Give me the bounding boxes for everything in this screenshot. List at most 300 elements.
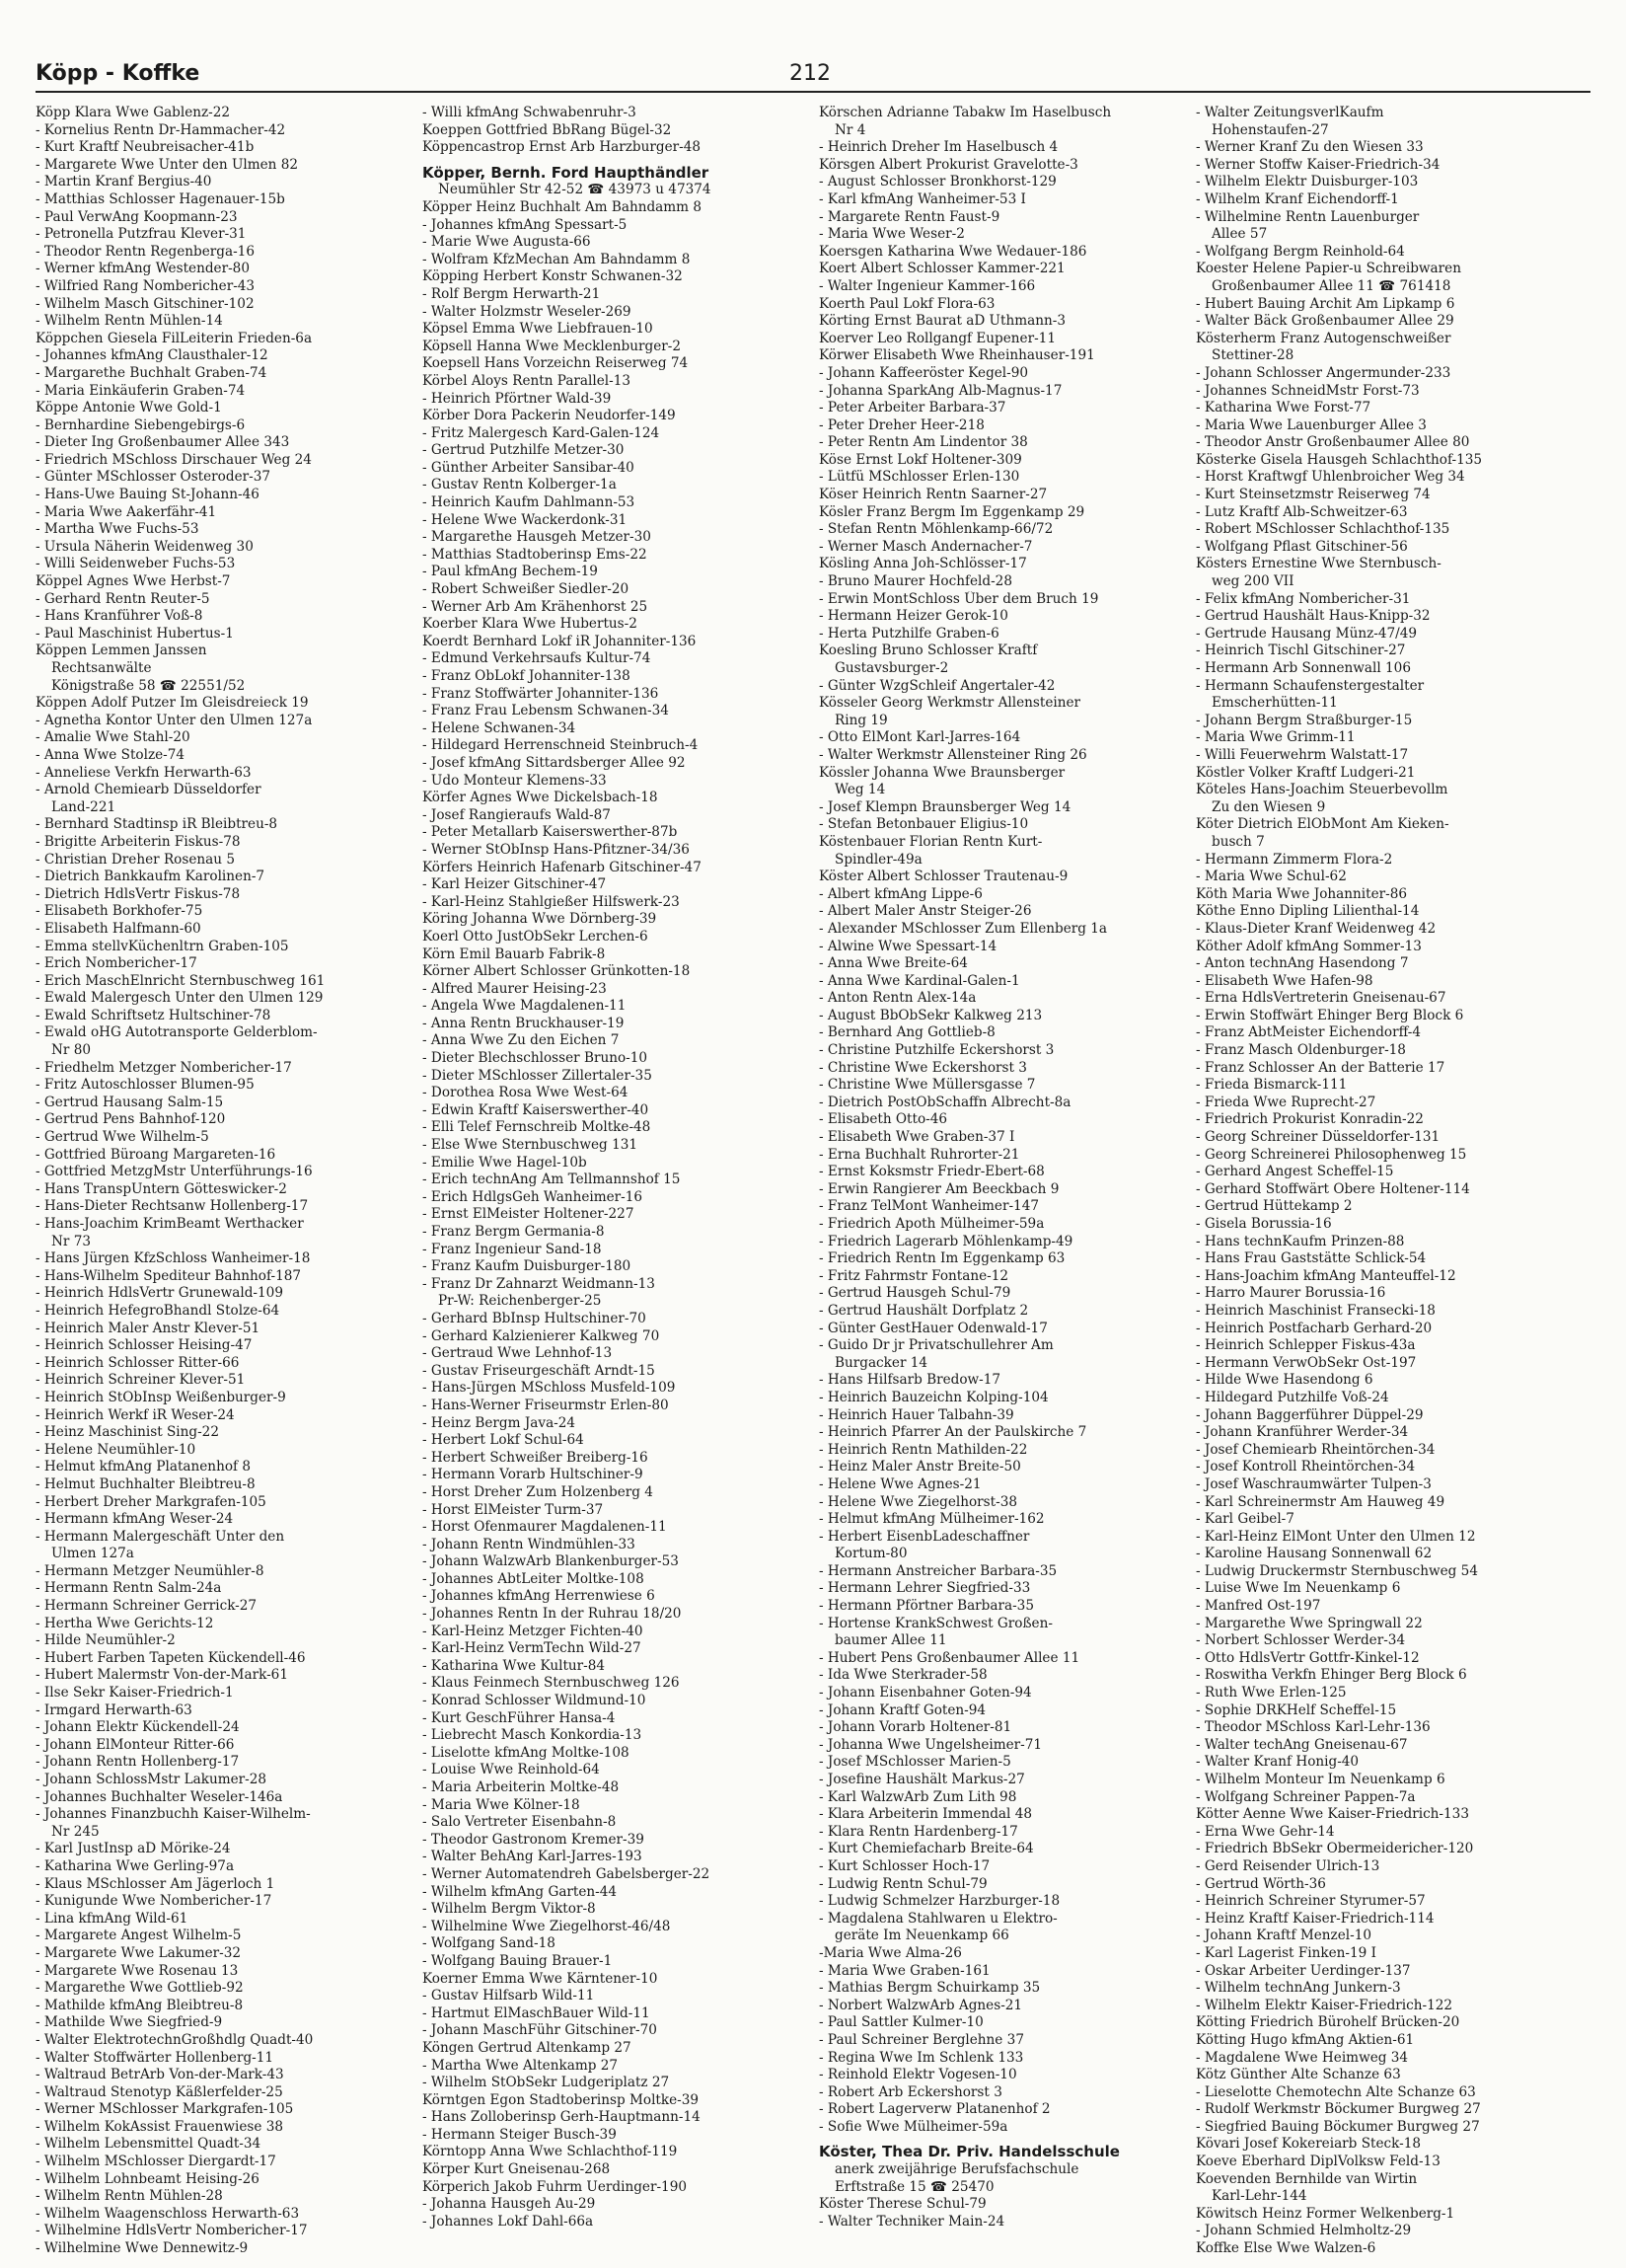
directory-entry: - Hertha Wwe Gerichts-12 bbox=[36, 1615, 214, 1631]
directory-entry: Köpper Heinz Buchhalt Am Bahndamm 8 bbox=[422, 198, 702, 215]
directory-entry: Köpping Herbert Konstr Schwanen-32 bbox=[422, 268, 683, 285]
directory-entry: - Johann Kaffeeröster Kegel-90 bbox=[819, 364, 1029, 381]
directory-entry: - Erich HdlgsGeh Wanheimer-16 bbox=[422, 1188, 643, 1205]
directory-entry: - Gerhard Rentn Reuter-5 bbox=[36, 590, 210, 607]
directory-entry: - Fritz Malergesch Kard-Galen-124 bbox=[422, 424, 660, 441]
directory-entry: - Werner Arb Am Krähenhorst 25 bbox=[422, 598, 648, 615]
directory-entry: - Johann Elektr Kückendell-24 bbox=[36, 1719, 240, 1736]
directory-entry: - Helene Neumühler-10 bbox=[36, 1441, 196, 1458]
directory-entry: - Ludwig Druckermstr Sternbuschweg 54 bbox=[1196, 1562, 1478, 1579]
directory-entry: - Margarete Wwe Unter den Ulmen 82 bbox=[36, 156, 299, 173]
directory-entry: - Elisabeth Wwe Graben-37 I bbox=[819, 1129, 1015, 1146]
directory-entry: - Günter MSchlosser Osteroder-37 bbox=[36, 469, 271, 486]
directory-entry: - Udo Monteur Klemens-33 bbox=[422, 772, 607, 789]
directory-entry: Koesling Bruno Schlosser Kraftf bbox=[819, 643, 1038, 659]
directory-entry: Kösseler Georg Werkmstr Allensteiner bbox=[819, 695, 1081, 712]
directory-entry: Gustavsburger-2 bbox=[835, 660, 949, 676]
directory-entry: - Gertrud Wwe Wilhelm-5 bbox=[36, 1129, 209, 1146]
directory-entry: - Herbert Lokf Schul-64 bbox=[422, 1432, 584, 1449]
directory-entry: - Helene Schwanen-34 bbox=[422, 719, 576, 736]
directory-entry: - Wilhelmine Rentn Lauenburger bbox=[1196, 208, 1420, 225]
directory-entry: - Heinrich Rentn Mathilden-22 bbox=[819, 1441, 1028, 1458]
directory-entry: - Helene Wwe Ziegelhorst-38 bbox=[819, 1493, 1017, 1510]
directory-entry: - Josef Chemiearb Rheintörchen-34 bbox=[1196, 1441, 1436, 1458]
directory-entry: Köter Dietrich ElObMont Am Kieken- bbox=[1196, 816, 1449, 833]
directory-entry: - Hans-Jürgen MSchloss Musfeld-109 bbox=[422, 1380, 676, 1397]
directory-entry: Großenbaumer Allee 11 ☎ 761418 bbox=[1212, 277, 1451, 294]
directory-entry: -Maria Wwe Alma-26 bbox=[819, 1944, 962, 1961]
directory-entry: - Ida Wwe Sterkrader-58 bbox=[819, 1667, 988, 1684]
directory-entry: - Gottfried Büroang Margareten-16 bbox=[36, 1146, 276, 1163]
directory-entry: - Dorothea Rosa Wwe West-64 bbox=[422, 1085, 628, 1101]
directory-entry: - Fritz Fahrmstr Fontane-12 bbox=[819, 1267, 1009, 1284]
directory-entry: Kösterke Gisela Hausgeh Schlachthof-135 bbox=[1196, 451, 1483, 468]
directory-entry: - Johanna Wwe Ungelsheimer-71 bbox=[819, 1736, 1043, 1753]
directory-entry: - Wilhelm Elektr Kaiser-Friedrich-122 bbox=[1196, 1997, 1453, 2013]
directory-entry: - Elisabeth Wwe Hafen-98 bbox=[1196, 972, 1373, 989]
directory-entry: - Hans technKaufm Prinzen-88 bbox=[1196, 1233, 1405, 1249]
directory-entry: - Johann WalzwArb Blankenburger-53 bbox=[422, 1553, 679, 1570]
directory-entry: - Hans-Joachim KrimBeamt Werthacker bbox=[36, 1216, 304, 1232]
directory-entry: Hohenstaufen-27 bbox=[1212, 121, 1329, 138]
directory-entry: - Stefan Rentn Möhlenkamp-66/72 bbox=[819, 521, 1054, 538]
directory-entry: - Klaus Feinmech Sternbuschweg 126 bbox=[422, 1675, 680, 1692]
directory-entry: Köster Albert Schlosser Trautenau-9 bbox=[819, 869, 1069, 885]
directory-entry: - Maria Wwe Aakerfähr-41 bbox=[36, 503, 217, 520]
directory-entry: - Johann Rentn Windmühlen-33 bbox=[422, 1536, 635, 1552]
directory-entry: - Gerd Reisender Ulrich-13 bbox=[1196, 1857, 1380, 1874]
directory-entry: - Helmut Buchhalter Bleibtreu-8 bbox=[36, 1475, 256, 1492]
directory-entry: Allee 57 bbox=[1212, 226, 1268, 243]
directory-entry: - Reinhold Elektr Vogesen-10 bbox=[819, 2067, 1017, 2083]
directory-entry: - Friedrich Rentn Im Eggenkamp 63 bbox=[819, 1250, 1066, 1267]
directory-entry: - Wilhelm kfmAng Garten-44 bbox=[422, 1883, 618, 1900]
directory-entry: - Martin Kranf Bergius-40 bbox=[36, 174, 212, 190]
directory-entry: - Johann Kraftf Menzel-10 bbox=[1196, 1928, 1372, 1944]
directory-entry: - Johann Kraftf Goten-94 bbox=[819, 1701, 987, 1718]
directory-entry: Ulmen 127a bbox=[51, 1546, 134, 1562]
directory-entry: - Walter techAng Gneisenau-67 bbox=[1196, 1736, 1408, 1753]
directory-entry: - Katharina Wwe Kultur-84 bbox=[422, 1657, 606, 1674]
directory-entry: Köse Ernst Lokf Holtener-309 bbox=[819, 451, 1022, 468]
directory-entry: - Franz Frau Lebensm Schwanen-34 bbox=[422, 703, 669, 719]
directory-entry: weg 200 VII bbox=[1212, 573, 1294, 590]
directory-entry: - Helene Wwe Agnes-21 bbox=[819, 1475, 982, 1492]
directory-entry: Koerver Leo Rollgangf Eupener-11 bbox=[819, 330, 1056, 346]
directory-entry: - Horst Dreher Zum Holzenberg 4 bbox=[422, 1483, 653, 1500]
directory-entry: - Wilhelm StObSekr Ludgeriplatz 27 bbox=[422, 2075, 670, 2091]
directory-entry: Königstraße 58 ☎ 22551/52 bbox=[51, 677, 246, 694]
directory-entry: - Margarete Wwe Rosenau 13 bbox=[36, 1962, 239, 1979]
directory-entry: - Heinrich Werkf iR Weser-24 bbox=[36, 1406, 235, 1423]
directory-entry: - Franz Kaufm Duisburger-180 bbox=[422, 1258, 631, 1275]
directory-entry: - Karl Heizer Gitschiner-47 bbox=[422, 876, 607, 893]
directory-entry: Kössler Johanna Wwe Braunsberger bbox=[819, 764, 1066, 781]
directory-entry: - Fritz Autoschlosser Blumen-95 bbox=[36, 1077, 255, 1094]
directory-entry: geräte Im Neuenkamp 66 bbox=[835, 1928, 1009, 1944]
directory-entry: - Elisabeth Halfmann-60 bbox=[36, 920, 201, 937]
directory-entry: - Heinrich Postfacharb Gerhard-20 bbox=[1196, 1320, 1433, 1336]
directory-entry: - Waltraud BetrArb Von-der-Mark-43 bbox=[36, 2067, 284, 2083]
directory-entry: - Norbert WalzwArb Agnes-21 bbox=[819, 1997, 1023, 2013]
directory-entry: - Wilhelm Waagenschloss Herwarth-63 bbox=[36, 2205, 300, 2222]
directory-entry: - Gertrude Hausang Münz-47/49 bbox=[1196, 625, 1418, 642]
directory-entry: - Kurt Schlosser Hoch-17 bbox=[819, 1857, 991, 1874]
directory-entry: - Gustav Hilfsarb Wild-11 bbox=[422, 1988, 595, 2004]
directory-entry: - Ewald Malergesch Unter den Ulmen 129 bbox=[36, 990, 324, 1007]
directory-entry: Körperich Jakob Fuhrm Uerdinger-190 bbox=[422, 2178, 687, 2195]
directory-entry: - Gerhard Kalzienierer Kalkweg 70 bbox=[422, 1327, 660, 1344]
directory-entry: - Werner Masch Andernacher-7 bbox=[819, 538, 1033, 555]
directory-entry: - Wolfgang Bergm Reinhold-64 bbox=[1196, 243, 1405, 260]
directory-entry: - Magdalene Wwe Heimweg 34 bbox=[1196, 2049, 1409, 2066]
directory-entry: - Hans Kranführer Voß-8 bbox=[36, 608, 203, 625]
directory-entry: - Dietrich HdlsVertr Fiskus-78 bbox=[36, 885, 241, 902]
directory-entry: - Robert Arb Eckershorst 3 bbox=[819, 2083, 1002, 2100]
page-number: 212 bbox=[789, 61, 831, 86]
directory-entry: - Hilde Wwe Hasendong 6 bbox=[1196, 1372, 1373, 1389]
directory-entry: - Heinrich Schlepper Fiskus-43a bbox=[1196, 1337, 1416, 1354]
directory-entry: - Erna HdlsVertreterin Gneisenau-67 bbox=[1196, 990, 1446, 1007]
directory-entry: - Helmut kfmAng Mülheimer-162 bbox=[819, 1511, 1045, 1528]
directory-entry: - Hans TranspUntern Götteswicker-2 bbox=[36, 1180, 287, 1197]
header-name-range: Köpp - Koffke bbox=[36, 61, 200, 86]
directory-entry: - Kurt Steinsetzmstr Reiserweg 74 bbox=[1196, 487, 1431, 503]
directory-entry: - Wolfgang Bauing Brauer-1 bbox=[422, 1952, 613, 1969]
directory-entry: - Christine Putzhilfe Eckershorst 3 bbox=[819, 1042, 1055, 1059]
directory-entry: - Johannes Rentn In der Ruhrau 18/20 bbox=[422, 1606, 682, 1623]
directory-entry: - Waltraud Stenotyp Käßlerfelder-25 bbox=[36, 2083, 283, 2100]
directory-entry: - Johannes AbtLeiter Moltke-108 bbox=[422, 1570, 644, 1587]
directory-entry: - Frieda Wwe Ruprecht-27 bbox=[1196, 1094, 1376, 1110]
directory-entry: - Harro Maurer Borussia-16 bbox=[1196, 1285, 1386, 1302]
directory-entry: - Wilhelm Masch Gitschiner-102 bbox=[36, 295, 255, 312]
directory-entry: - Frieda Bismarck-111 bbox=[1196, 1077, 1348, 1094]
directory-entry: Köring Johanna Wwe Dörnberg-39 bbox=[422, 911, 657, 928]
directory-entry: - Gerhard Stoffwärt Obere Holtener-114 bbox=[1196, 1180, 1470, 1197]
directory-entry: Koerth Paul Lokf Flora-63 bbox=[819, 295, 996, 312]
directory-entry: - Wolfgang Sand-18 bbox=[422, 1935, 555, 1952]
directory-entry: - Herbert Dreher Markgrafen-105 bbox=[36, 1493, 266, 1510]
directory-entry: - Peter Metallarb Kaiserswerther-87b bbox=[422, 824, 678, 841]
directory-entry: - Lina kfmAng Wild-61 bbox=[36, 1910, 188, 1927]
directory-entry: - Gustav Friseurgeschäft Arndt-15 bbox=[422, 1362, 655, 1379]
directory-entry: Emscherhütten-11 bbox=[1212, 695, 1338, 712]
directory-entry: Köther Adolf kfmAng Sommer-13 bbox=[1196, 938, 1422, 954]
directory-entry: - Erwin Stoffwärt Ehinger Berg Block 6 bbox=[1196, 1007, 1464, 1023]
directory-entry: Burgacker 14 bbox=[835, 1354, 928, 1371]
directory-entry: - Hermann Heizer Gerok-10 bbox=[819, 608, 1008, 625]
directory-entry: - Arnold Chemiearb Düsseldorfer bbox=[36, 782, 261, 798]
directory-entry: - Hermann Malergeschäft Unter den bbox=[36, 1528, 285, 1545]
directory-entry: - Friedhelm Metzger Nombericher-17 bbox=[36, 1059, 292, 1076]
directory-entry: - Margarethe Wwe Springwall 22 bbox=[1196, 1615, 1423, 1631]
directory-entry: - Guido Dr jr Privatschullehrer Am bbox=[819, 1337, 1054, 1354]
directory-entry: - Regina Wwe Im Schlenk 133 bbox=[819, 2049, 1024, 2066]
directory-entry: - Helmut kfmAng Platanenhof 8 bbox=[36, 1459, 252, 1475]
directory-entry: Körwer Elisabeth Wwe Rheinhauser-191 bbox=[819, 347, 1095, 364]
directory-entry: - Hans Zolloberinsp Gerh-Hauptmann-14 bbox=[422, 2109, 701, 2126]
directory-entry: - Margarete Wwe Lakumer-32 bbox=[36, 1944, 242, 1961]
directory-entry: - Otto ElMont Karl-Jarres-164 bbox=[819, 729, 1021, 746]
directory-entry: - Walter Stoffwärter Hollenberg-11 bbox=[36, 2049, 274, 2066]
directory-entry: - Liselotte kfmAng Moltke-108 bbox=[422, 1744, 629, 1761]
directory-entry: Ring 19 bbox=[835, 712, 888, 728]
directory-entry: Kösler Franz Bergm Im Eggenkamp 29 bbox=[819, 503, 1085, 520]
directory-entry: - Liebrecht Masch Konkordia-13 bbox=[422, 1727, 642, 1744]
directory-entry: - Hubert Malermstr Von-der-Mark-61 bbox=[36, 1667, 288, 1684]
directory-entry: - Paul VerwAng Koopmann-23 bbox=[36, 208, 238, 225]
directory-entry: - Walter BehAng Karl-Jarres-193 bbox=[422, 1849, 642, 1865]
directory-entry: anerk zweijährige Berufsfachschule bbox=[835, 2161, 1079, 2178]
directory-entry: - Sophie DRKHelf Scheffel-15 bbox=[1196, 1701, 1397, 1718]
directory-entry: - Hermann Pförtner Barbara-35 bbox=[819, 1598, 1034, 1615]
directory-entry: - Matthias Stadtoberinsp Ems-22 bbox=[422, 546, 647, 563]
directory-entry: - Horst Ofenmaurer Magdalenen-11 bbox=[422, 1519, 667, 1536]
directory-entry: - Irmgard Herwarth-63 bbox=[36, 1701, 192, 1718]
directory-entry: - Heinz Kraftf Kaiser-Friedrich-114 bbox=[1196, 1910, 1435, 1927]
directory-entry: Kortum-80 bbox=[835, 1546, 908, 1562]
directory-entry: - Martha Wwe Altenkamp 27 bbox=[422, 2057, 619, 2074]
directory-entry: Koevenden Bernhilde van Wirtin bbox=[1196, 2170, 1418, 2187]
directory-entry: - Hermann Anstreicher Barbara-35 bbox=[819, 1562, 1058, 1579]
advertisement-entry: Köpper, Bernh. Ford Haupthändler bbox=[422, 164, 709, 182]
directory-entry: - Anton technAng Hasendong 7 bbox=[1196, 955, 1409, 972]
directory-entry: Köppe Antonie Wwe Gold-1 bbox=[36, 400, 222, 416]
directory-entry: Neumühler Str 42-52 ☎ 43973 u 47374 bbox=[438, 182, 711, 198]
directory-entry: - Lütfü MSchlosser Erlen-130 bbox=[819, 469, 1020, 486]
directory-entry: - Wilhelm Bergm Viktor-8 bbox=[422, 1901, 596, 1918]
directory-entry: - Manfred Ost-197 bbox=[1196, 1598, 1321, 1615]
directory-entry: - Franz Ingenieur Sand-18 bbox=[422, 1241, 602, 1257]
directory-entry: Koepsell Hans Vorzeichn Reiserweg 74 bbox=[422, 355, 689, 372]
directory-entry: - Maria Wwe Lauenburger Allee 3 bbox=[1196, 416, 1427, 433]
directory-entry: - Amalie Wwe Stahl-20 bbox=[36, 729, 190, 746]
directory-entry: - Anna Wwe Kardinal-Galen-1 bbox=[819, 972, 1020, 989]
directory-entry: Körsgen Albert Prokurist Gravelotte-3 bbox=[819, 156, 1078, 173]
directory-entry: - Wolfram KfzMechan Am Bahndamm 8 bbox=[422, 251, 691, 267]
directory-entry: - Margarethe Buchhalt Graben-74 bbox=[36, 364, 267, 381]
directory-entry: - Klaus-Dieter Kranf Weidenweg 42 bbox=[1196, 920, 1437, 937]
directory-entry: - Hermann VerwObSekr Ost-197 bbox=[1196, 1354, 1417, 1371]
directory-entry: Kötting Friedrich Bürohelf Brücken-20 bbox=[1196, 2014, 1460, 2031]
directory-entry: - Paul Maschinist Hubertus-1 bbox=[36, 625, 234, 642]
directory-entry: busch 7 bbox=[1212, 833, 1265, 850]
directory-entry: Nr 4 bbox=[835, 121, 866, 138]
directory-entry: - Karl-Heinz VermTechn Wild-27 bbox=[422, 1640, 641, 1657]
directory-entry: - Theodor Gastronom Kremer-39 bbox=[422, 1831, 644, 1848]
directory-entry: Körper Kurt Gneisenau-268 bbox=[422, 2161, 611, 2178]
directory-entry: - Ursula Näherin Weidenweg 30 bbox=[36, 538, 254, 555]
directory-entry: - Paul Sattler Kulmer-10 bbox=[819, 2014, 984, 2031]
directory-entry: - Angela Wwe Magdalenen-11 bbox=[422, 998, 627, 1015]
directory-entry: - Brigitte Arbeiterin Fiskus-78 bbox=[36, 833, 241, 850]
directory-entry: Köpsell Hanna Wwe Mecklenburger-2 bbox=[422, 338, 681, 354]
directory-entry: Stettiner-28 bbox=[1212, 347, 1294, 364]
directory-entry: - Dieter Ing Großenbaumer Allee 343 bbox=[36, 434, 290, 451]
directory-entry: - Konrad Schlosser Wildmund-10 bbox=[422, 1693, 646, 1709]
directory-entry: - Johannes Lokf Dahl-66a bbox=[422, 2213, 594, 2230]
directory-entry: - Stefan Betonbauer Eligius-10 bbox=[819, 816, 1029, 833]
directory-entry: - Klara Rentn Hardenberg-17 bbox=[819, 1823, 1018, 1840]
directory-entry: - Felix kfmAng Nombericher-31 bbox=[1196, 590, 1411, 607]
directory-entry: - Maria Wwe Weser-2 bbox=[819, 226, 965, 243]
directory-entry: Köpsel Emma Wwe Liebfrauen-10 bbox=[422, 321, 653, 338]
directory-entry: - Heinrich Maschinist Fransecki-18 bbox=[1196, 1302, 1436, 1319]
directory-entry: Köwitsch Heinz Former Welkenberg-1 bbox=[1196, 2205, 1455, 2222]
directory-entry: - Erich technAng Am Tellmannshof 15 bbox=[422, 1172, 681, 1188]
directory-entry: - Elli Telef Fernschreib Moltke-48 bbox=[422, 1119, 651, 1136]
directory-entry: - Wilhelmine Wwe Ziegelhorst-46/48 bbox=[422, 1918, 671, 1934]
directory-entry: Köppencastrop Ernst Arb Harzburger-48 bbox=[422, 139, 702, 156]
directory-entry: - Wilhelm Rentn Mühlen-28 bbox=[36, 2188, 223, 2205]
directory-entry: - Wilhelm Lohnbeamt Heising-26 bbox=[36, 2170, 259, 2187]
directory-entry: - Günter GestHauer Odenwald-17 bbox=[819, 1320, 1048, 1336]
directory-entry: Koffke Else Wwe Walzen-6 bbox=[1196, 2240, 1376, 2256]
directory-entry: - Johann Eisenbahner Goten-94 bbox=[819, 1685, 1032, 1701]
directory-entry: - Gertrud Wörth-36 bbox=[1196, 1875, 1326, 1892]
directory-entry: - Johann Schmied Helmholtz-29 bbox=[1196, 2223, 1412, 2239]
directory-entry: Kötter Aenne Wwe Kaiser-Friedrich-133 bbox=[1196, 1806, 1469, 1823]
directory-entry: - Gertraud Wwe Lehnhof-13 bbox=[422, 1345, 613, 1362]
directory-entry: Köppchen Giesela FilLeiterin Frieden-6a bbox=[36, 330, 313, 346]
directory-entry: - Christine Wwe Eckershorst 3 bbox=[819, 1059, 1027, 1076]
directory-entry: - Emilie Wwe Hagel-10b bbox=[422, 1154, 587, 1171]
directory-entry: - Gertrud Hausang Salm-15 bbox=[36, 1094, 224, 1110]
directory-entry: - Friedrich BbSekr Obermeidericher-120 bbox=[1196, 1841, 1474, 1857]
directory-entry: - Karl-Heinz Metzger Fichten-40 bbox=[422, 1623, 643, 1639]
directory-entry: Köthe Enno Dipling Lilienthal-14 bbox=[1196, 903, 1420, 920]
directory-entry: - Johann ElMonteur Ritter-66 bbox=[36, 1736, 235, 1753]
directory-entry: - Rudolf Werkmstr Böckumer Burgweg 27 bbox=[1196, 2101, 1481, 2118]
directory-entry: - Wilhelmine Wwe Dennewitz-9 bbox=[36, 2240, 249, 2256]
directory-entry: - Friedrich Lagerarb Möhlenkamp-49 bbox=[819, 1233, 1073, 1249]
directory-entry: - Maria Wwe Kölner-18 bbox=[422, 1796, 580, 1813]
directory-entry: - Robert Lagerverw Platanenhof 2 bbox=[819, 2101, 1051, 2118]
directory-entry: Spindler-49a bbox=[835, 851, 923, 868]
directory-entry: - Maria Wwe Schul-62 bbox=[1196, 869, 1347, 885]
directory-entry: - Gottfried MetzgMstr Unterführungs-16 bbox=[36, 1164, 313, 1180]
directory-entry: - Klara Arbeiterin Immendal 48 bbox=[819, 1806, 1033, 1823]
directory-entry: - Mathilde kfmAng Bleibtreu-8 bbox=[36, 1997, 244, 2013]
directory-entry: Körfer Agnes Wwe Dickelsbach-18 bbox=[422, 790, 658, 806]
directory-entry: - Magdalena Stahlwaren u Elektro- bbox=[819, 1910, 1058, 1927]
directory-entry: Köpp Klara Wwe Gablenz-22 bbox=[36, 105, 231, 120]
directory-entry: Köth Maria Wwe Johanniter-86 bbox=[1196, 885, 1408, 902]
directory-entry: - Heinz Maschinist Sing-22 bbox=[36, 1424, 219, 1441]
directory-entry: - Maria Einkäuferin Graben-74 bbox=[36, 382, 246, 399]
directory-entry: - Hans-Wilhelm Spediteur Bahnhof-187 bbox=[36, 1267, 302, 1284]
directory-entry: Kötting Hugo kfmAng Aktien-61 bbox=[1196, 2031, 1415, 2048]
directory-entry: - Erna Wwe Gehr-14 bbox=[1196, 1823, 1335, 1840]
directory-entry: Kövari Josef Kokereiarb Steck-18 bbox=[1196, 2136, 1422, 2153]
directory-entry: - Friedrich Prokurist Konradin-22 bbox=[1196, 1111, 1424, 1128]
directory-entry: - Hermann Zimmerm Flora-2 bbox=[1196, 851, 1393, 868]
directory-entry: - Wilhelmine HdlsVertr Nombericher-17 bbox=[36, 2223, 308, 2239]
directory-column-2 bbox=[422, 105, 787, 2256]
directory-entry: - Klaus MSchlosser Am Jägerloch 1 bbox=[36, 1875, 275, 1892]
directory-entry: - Anna Wwe Breite-64 bbox=[819, 955, 968, 972]
directory-entry: - Friedrich MSchloss Dirschauer Weg 24 bbox=[36, 451, 312, 468]
directory-entry: - Erna Buchhalt Ruhrorter-21 bbox=[819, 1146, 1020, 1163]
directory-entry: - Werner Stoffw Kaiser-Friedrich-34 bbox=[1196, 156, 1441, 173]
directory-entry: - Günther Arbeiter Sansibar-40 bbox=[422, 459, 634, 476]
directory-entry: - Hermann Schaufenstergestalter bbox=[1196, 677, 1425, 694]
directory-entry: - Erich MaschElnricht Sternbuschweg 161 bbox=[36, 972, 326, 989]
directory-entry: - Willi Feuerwehrm Walstatt-17 bbox=[1196, 746, 1409, 763]
directory-entry: - Gertrud Haushält Haus-Knipp-32 bbox=[1196, 608, 1431, 625]
directory-entry: - Robert MSchlosser Schlachthof-135 bbox=[1196, 521, 1450, 538]
directory-entry: - Anneliese Verkfn Herwarth-63 bbox=[36, 764, 252, 781]
directory-entry: - Walter Holzmstr Weseler-269 bbox=[422, 303, 631, 320]
directory-entry: - Karl Geibel-7 bbox=[1196, 1511, 1294, 1528]
directory-entry: - Bruno Maurer Hochfeld-28 bbox=[819, 573, 1012, 590]
directory-entry: - Johannes kfmAng Herrenwiese 6 bbox=[422, 1588, 655, 1605]
directory-entry: - Hermann Steiger Busch-39 bbox=[422, 2126, 617, 2143]
directory-entry: - Heinrich Dreher Im Haselbusch 4 bbox=[819, 139, 1059, 156]
directory-entry: Koerner Emma Wwe Kärntener-10 bbox=[422, 1970, 658, 1987]
directory-entry: - Gertrud Putzhilfe Metzer-30 bbox=[422, 442, 625, 459]
directory-entry: - Ludwig Rentn Schul-79 bbox=[819, 1875, 988, 1892]
directory-entry: - Georg Schreiner Düsseldorfer-131 bbox=[1196, 1129, 1441, 1146]
directory-entry: Nr 245 bbox=[51, 1823, 100, 1840]
directory-entry: - Theodor Anstr Großenbaumer Allee 80 bbox=[1196, 434, 1470, 451]
directory-entry: - Johann Kranführer Werder-34 bbox=[1196, 1424, 1409, 1441]
directory-entry: - Herbert EisenbLadeschaffner bbox=[819, 1528, 1030, 1545]
directory-entry: - Heinz Maler Anstr Breite-50 bbox=[819, 1459, 1021, 1475]
directory-entry: - Bernhard Ang Gottlieb-8 bbox=[819, 1024, 996, 1041]
directory-entry: - Gerhard Angest Scheffel-15 bbox=[1196, 1164, 1394, 1180]
page-header bbox=[36, 61, 1590, 93]
directory-entry: - Dieter Blechschlosser Bruno-10 bbox=[422, 1050, 648, 1067]
directory-entry: - Werner StObInsp Hans-Pfitzner-34/36 bbox=[422, 841, 690, 858]
directory-entry: - Hans-Dieter Rechtsanw Hollenberg-17 bbox=[36, 1198, 309, 1215]
directory-entry: - Johannes Finanzbuchh Kaiser-Wilhelm- bbox=[36, 1806, 311, 1823]
directory-entry: - Johann Rentn Hollenberg-17 bbox=[36, 1754, 240, 1771]
directory-entry: Kötz Günther Alte Schanze 63 bbox=[1196, 2067, 1401, 2083]
directory-entry: Koert Albert Schlosser Kammer-221 bbox=[819, 261, 1066, 277]
directory-entry: - Johann Bergm Straßburger-15 bbox=[1196, 712, 1413, 728]
directory-entry: Weg 14 bbox=[835, 782, 886, 798]
directory-entry: - Gertrud Hüttekamp 2 bbox=[1196, 1198, 1353, 1215]
directory-entry: - Katharina Wwe Forst-77 bbox=[1196, 400, 1371, 416]
directory-entry: - Erwin Rangierer Am Beeckbach 9 bbox=[819, 1180, 1060, 1197]
directory-entry: - Karoline Hausang Sonnenwall 62 bbox=[1196, 1546, 1433, 1562]
directory-entry: - Franz ObLokf Johanniter-138 bbox=[422, 668, 630, 684]
directory-entry: - Wilhelm KokAssist Frauenwiese 38 bbox=[36, 2118, 284, 2135]
directory-entry: - Gisela Borussia-16 bbox=[1196, 1216, 1332, 1232]
directory-entry: - Theodor Rentn Regenberga-16 bbox=[36, 243, 255, 260]
directory-entry: - Kornelius Rentn Dr-Hammacher-42 bbox=[36, 121, 286, 138]
directory-entry: - Dietrich Bankkaufm Karolinen-7 bbox=[36, 869, 265, 885]
directory-entry: Köppen Adolf Putzer Im Gleisdreieck 19 bbox=[36, 695, 309, 712]
directory-entry: - Norbert Schlosser Werder-34 bbox=[1196, 1632, 1406, 1649]
directory-entry: - Maria Arbeiterin Moltke-48 bbox=[422, 1779, 620, 1795]
directory-entry: - Josef Klempn Braunsberger Weg 14 bbox=[819, 798, 1072, 815]
directory-entry: - Maria Wwe Grimm-11 bbox=[1196, 729, 1356, 746]
directory-entry: Körner Albert Schlosser Grünkotten-18 bbox=[422, 963, 691, 980]
directory-entry: - Roswitha Verkfn Ehinger Berg Block 6 bbox=[1196, 1667, 1467, 1684]
directory-entry: Körschen Adrianne Tabakw Im Haselbusch bbox=[819, 105, 1112, 120]
directory-entry: - Margarethe Wwe Gottlieb-92 bbox=[36, 1980, 244, 1997]
directory-entry: - Mathilde Wwe Siegfried-9 bbox=[36, 2014, 223, 2031]
directory-entry: - Josef Waschraumwärter Tulpen-3 bbox=[1196, 1475, 1432, 1492]
directory-entry: Land-221 bbox=[51, 798, 116, 815]
directory-entry: - Kunigunde Wwe Nombericher-17 bbox=[36, 1893, 272, 1910]
directory-entry: - Heinrich Kaufm Dahlmann-53 bbox=[422, 494, 635, 511]
directory-entry: - Albert Maler Anstr Steiger-26 bbox=[819, 903, 1032, 920]
directory-entry: - Wilhelm technAng Junkern-3 bbox=[1196, 1980, 1401, 1997]
